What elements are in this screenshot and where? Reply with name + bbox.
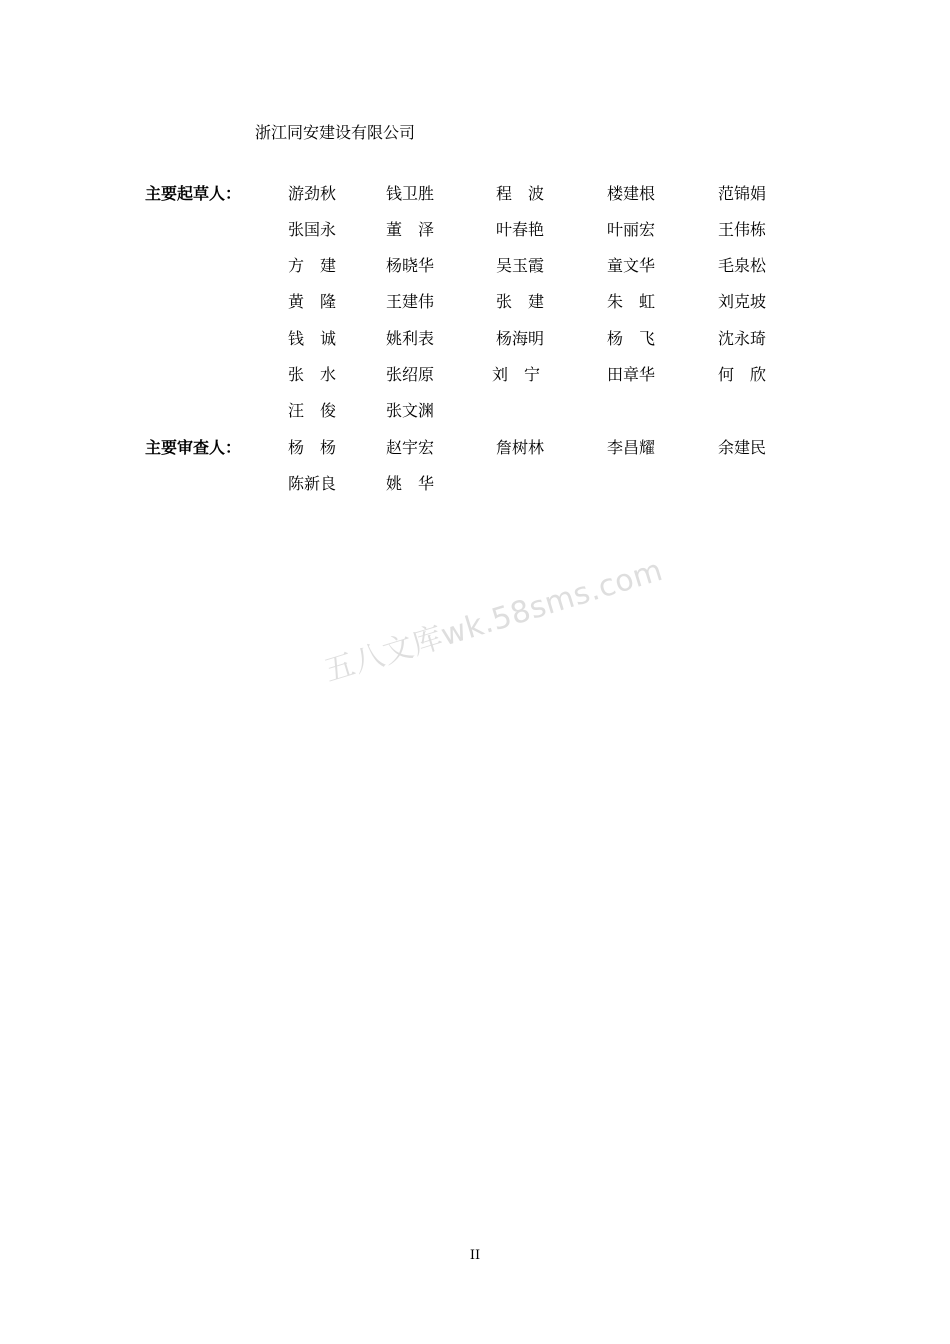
drafter-name: 朱 虹 [607, 292, 656, 311]
drafter-name: 程 波 [496, 184, 545, 203]
drafter-name: 姚利表 [386, 329, 435, 348]
watermark: 五八文库wk.58sms.com [320, 552, 667, 690]
page-number: II [469, 1248, 481, 1263]
drafter-name: 杨晓华 [386, 256, 435, 275]
reviewers-label: 主要审查人： [145, 438, 242, 457]
drafter-name: 王伟栋 [718, 220, 767, 239]
reviewer-name: 赵宇宏 [386, 438, 435, 457]
reviewer-name: 余建民 [718, 438, 767, 457]
drafter-name: 沈永琦 [718, 329, 767, 348]
drafter-name: 刘克坡 [718, 292, 767, 311]
drafter-name: 张国永 [288, 220, 337, 239]
reviewer-name: 杨 杨 [288, 438, 337, 457]
drafter-name: 叶春艳 [496, 220, 545, 239]
reviewer-name: 李昌耀 [607, 438, 656, 457]
drafter-name: 钱卫胜 [386, 184, 435, 203]
drafter-name: 张文渊 [386, 401, 435, 420]
drafter-name: 钱 诚 [288, 329, 337, 348]
drafter-name: 杨海明 [496, 329, 545, 348]
drafter-name: 游劲秋 [288, 184, 337, 203]
drafter-name: 董 泽 [386, 220, 435, 239]
reviewer-name: 詹树林 [496, 438, 545, 457]
drafter-name: 范锦娟 [718, 184, 767, 203]
drafter-name: 王建伟 [386, 292, 435, 311]
organization-name: 浙江同安建设有限公司 [255, 123, 416, 142]
drafter-name: 吴玉霞 [496, 256, 545, 275]
drafter-name: 杨 飞 [607, 329, 656, 348]
drafter-name: 田章华 [607, 365, 656, 384]
drafters-label: 主要起草人： [145, 184, 242, 203]
drafter-name: 张 水 [288, 365, 337, 384]
drafter-name: 楼建根 [607, 184, 656, 203]
drafter-name: 方 建 [288, 256, 337, 275]
drafter-name: 童文华 [607, 256, 656, 275]
drafter-name: 叶丽宏 [607, 220, 656, 239]
drafter-name: 毛泉松 [718, 256, 767, 275]
reviewer-name: 姚 华 [386, 474, 435, 493]
drafter-name: 何 欣 [718, 365, 767, 384]
reviewer-name: 陈新良 [288, 474, 337, 493]
drafter-name: 张 建 [496, 292, 545, 311]
drafter-name: 黄 隆 [288, 292, 337, 311]
drafter-name: 刘 宁 [492, 365, 541, 384]
drafter-name: 汪 俊 [288, 401, 337, 420]
drafter-name: 张绍原 [386, 365, 435, 384]
